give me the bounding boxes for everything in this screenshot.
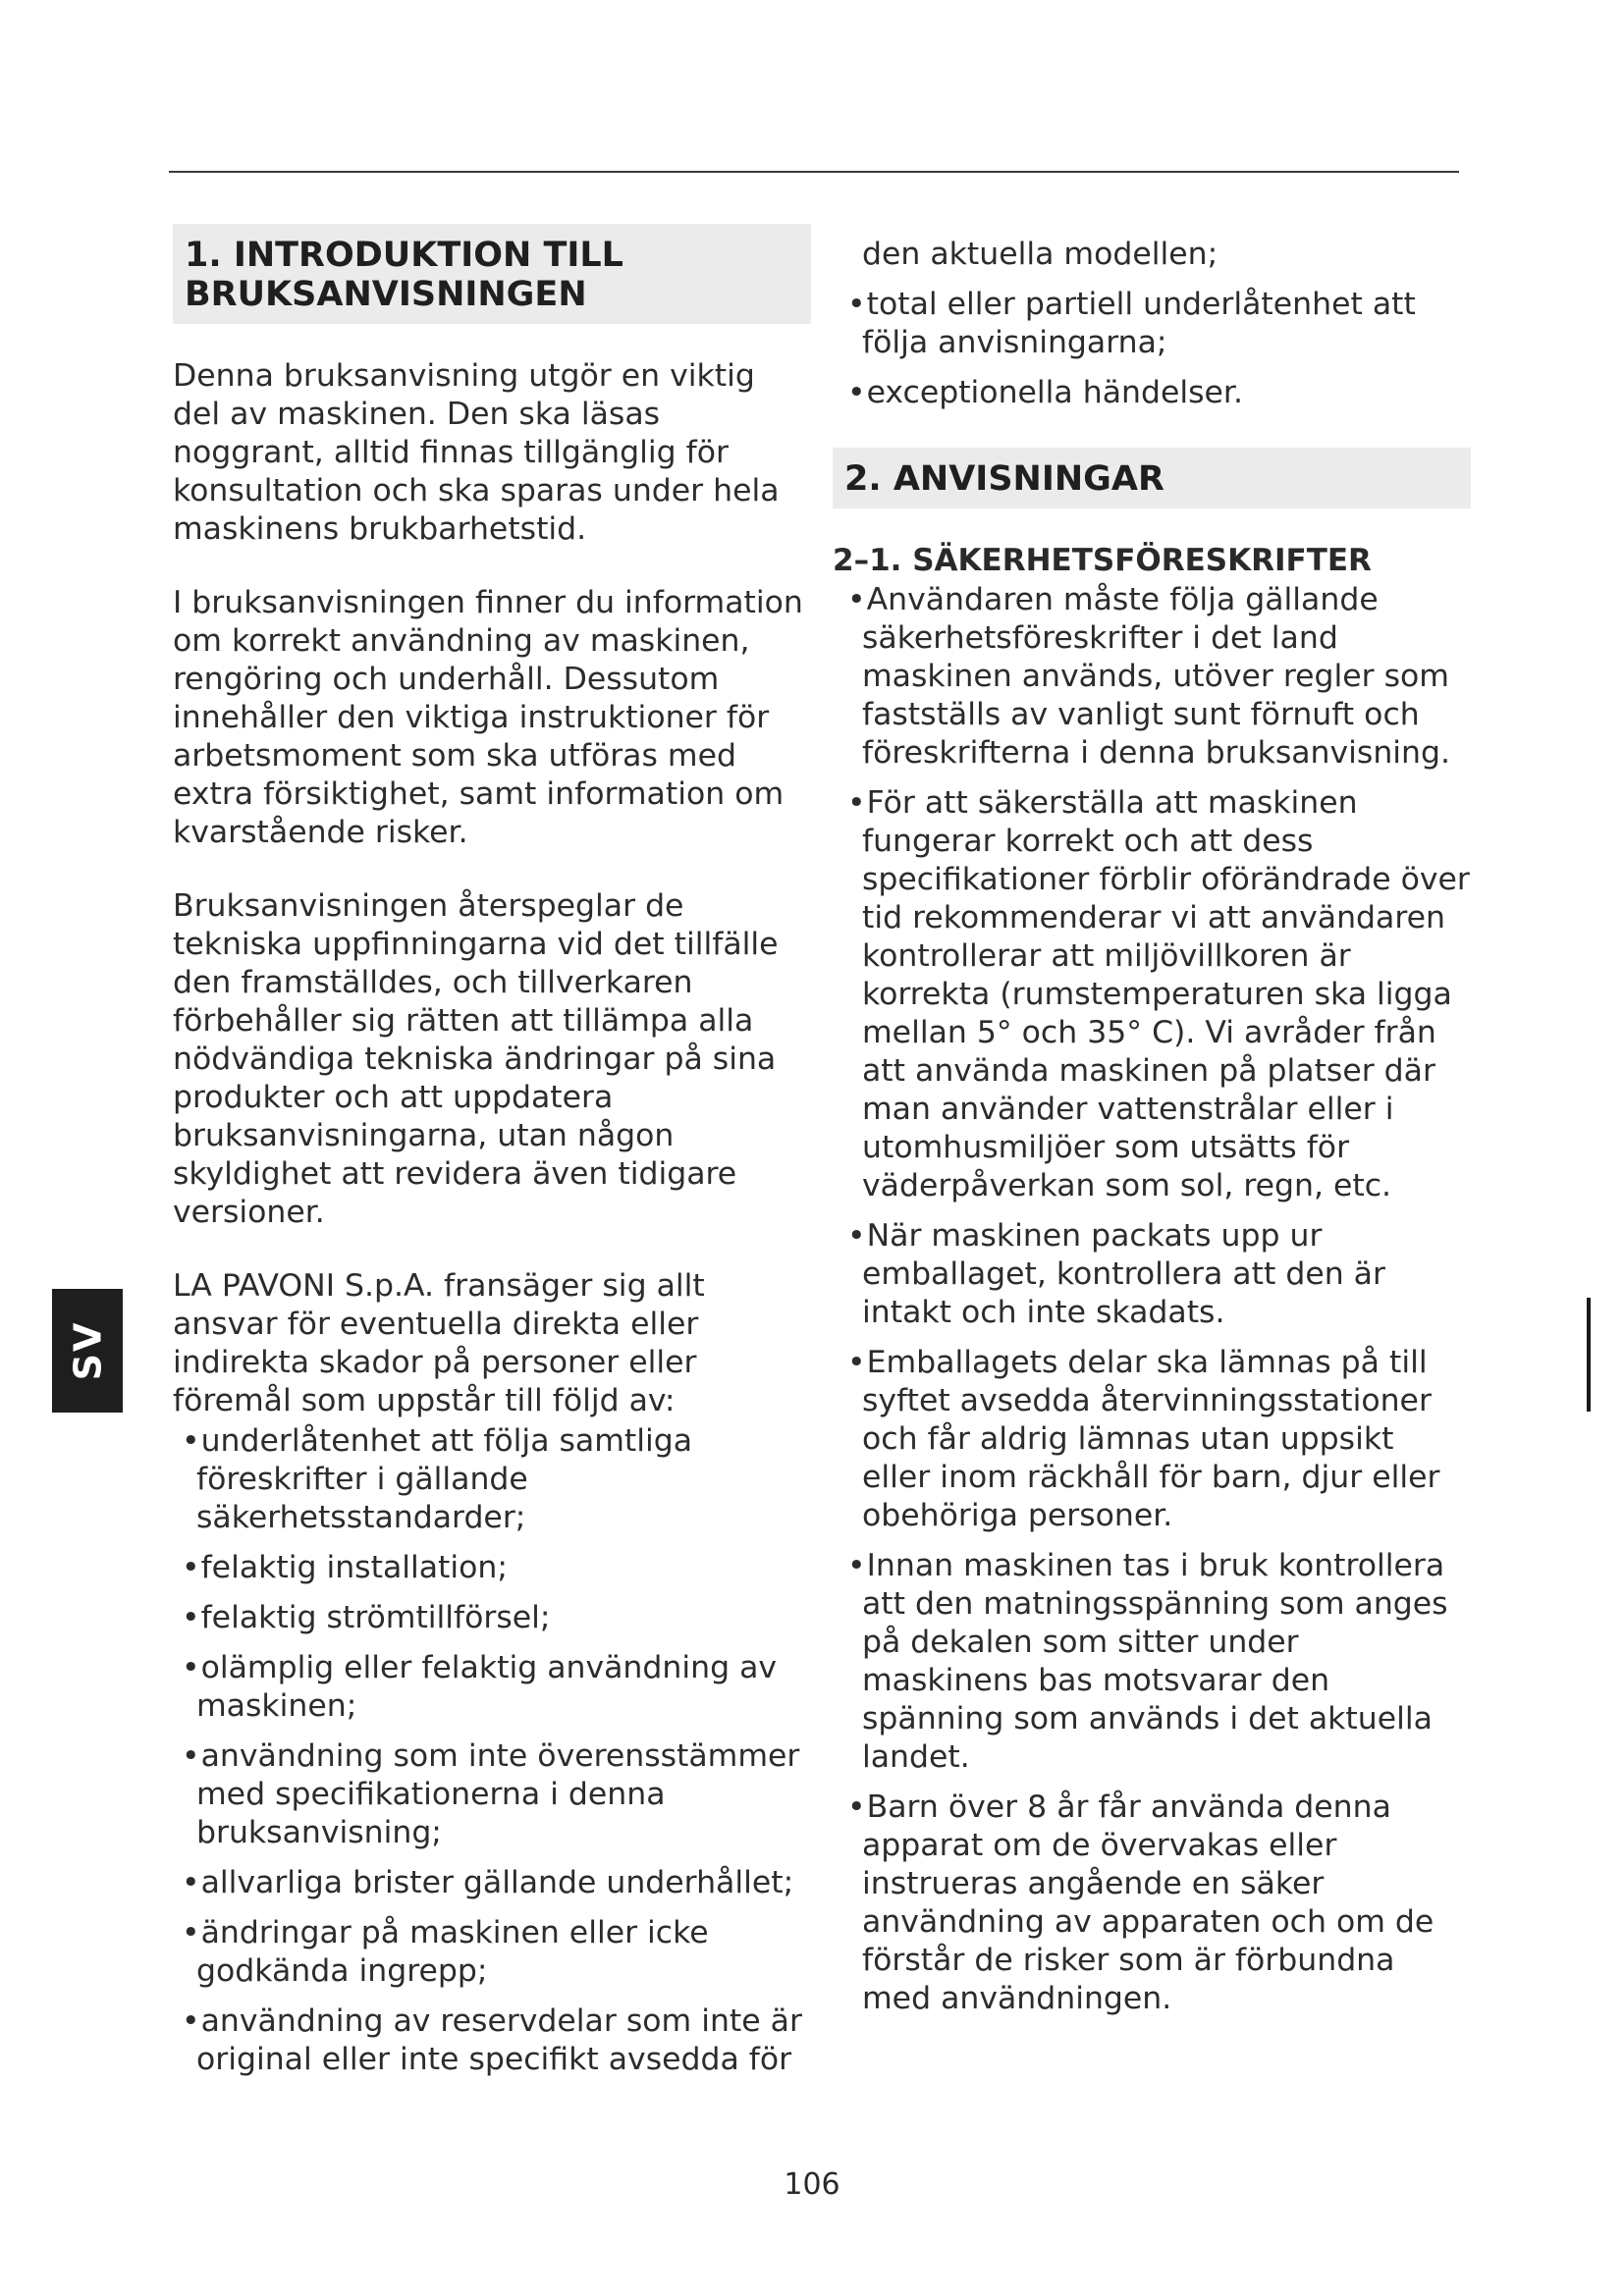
list-item: • Användaren måste följa gällande säkerhetsföreskrifter i det land maskinen används, utöver regler som fastställs av vanligt sunt förnuft och föreskrifterna i denna bruksanvisning. (842, 581, 1471, 773)
left-column (173, 224, 811, 2091)
margin-marker (1587, 1298, 1591, 1412)
list-item: • När maskinen packats upp ur emballaget, kontrollera att den är intakt och inte skadats. (842, 1217, 1471, 1332)
list-item: • exceptionella händelser. (842, 374, 1471, 412)
list-item: • allvarliga brister gällande underhållet; (173, 1864, 811, 1902)
language-tab (52, 1289, 123, 1413)
list-item: • felaktig strömtillförsel; (173, 1599, 811, 1637)
list-item: • användning som inte överensstämmer med specifikationerna i denna bruksanvisning; (173, 1737, 811, 1852)
list-item: • För att säkerställa att maskinen fungerar korrekt och att dess specifikationer förblir oförändrade över tid rekommenderar vi att användaren kontrollerar att miljövillkoren är korrekta (rumstemperaturen ska ligga mellan 5° och 35° C). Vi avråder från att använda maskinen på platser där man använder vattenstrålar eller i utomhusmiljöer som utsätts för väderpåverkan som sol, regn, etc. (842, 784, 1471, 1205)
list-item: • total eller partiell underlåtenhet att följa anvisningarna; (842, 286, 1471, 362)
page-number: 106 (784, 2167, 840, 2202)
list-item: • Emballagets delar ska lämnas på till syftet avsedda återvinningsstationer och får aldrig lämnas utan uppsikt eller inom räckhåll för barn, djur eller obehöriga personer. (842, 1344, 1471, 1535)
list-item: • Innan maskinen tas i bruk kontrollera att den matningsspänning som anges på dekalen som sitter under maskinens bas motsvarar den spänning som används i det aktuella landet. (842, 1547, 1471, 1777)
intro-paragraph-1: Denna bruksanvisning utgör en viktig del av maskinen. Den ska läsas noggrant, alltid finnas tillgänglig för konsultation och ska sparas under hela maskinens brukbarhetstid. (173, 358, 780, 547)
list-item: • användning av reservdelar som inte är original eller inte specifikt avsedda för (173, 2002, 811, 2079)
subsection-heading: 2–1. SÄKERHETSFÖRESKRIFTER (833, 543, 1372, 578)
liability-list-continued (842, 286, 1471, 412)
list-item: • felaktig installation; (173, 1549, 811, 1587)
section1-heading: 1. INTRODUKTION TILL BRUKSANVISNINGEN (173, 224, 811, 324)
language-label: SV (66, 1320, 109, 1381)
continuation-text: den aktuella modellen; (862, 237, 1218, 272)
liability-list (173, 1422, 811, 2079)
safety-list (842, 581, 1471, 2018)
list-item: • underlåtenhet att följa samtliga föreskrifter i gällande säkerhetsstandarder; (173, 1422, 811, 1537)
list-item: • olämplig eller felaktig användning av maskinen; (173, 1649, 811, 1726)
right-column (833, 236, 1471, 2030)
liability-paragraph: LA PAVONI S.p.A. fransäger sig allt ansvar för eventuella direkta eller indirekta skador på personer eller föremål som uppstår till följd av: (173, 1268, 705, 1418)
section2-heading: 2. ANVISNINGAR (833, 448, 1471, 508)
header-rule (169, 171, 1459, 173)
list-item: • ändringar på maskinen eller icke godkända ingrepp; (173, 1914, 811, 1991)
list-item: • Barn över 8 år får använda denna apparat om de övervakas eller instrueras angående en säker användning av apparaten och om de förstår de risker som är förbundna med användningen. (842, 1789, 1471, 2018)
intro-paragraph-2: I bruksanvisningen finner du information om korrekt användning av maskinen, rengöring och underhåll. Dessutom innehåller den viktiga instruktioner för arbetsmoment som ska utföras med extra försiktighet, samt information om kvarstående risker. (173, 585, 803, 850)
intro-paragraph-3: Bruksanvisningen återspeglar de tekniska uppfinningarna vid det tillfälle den framställdes, och tillverkaren förbehåller sig rätten att tillämpa alla nödvändiga tekniska ändringar på sina produkter och att uppdatera bruksanvisningarna, utan någon skyldighet att revidera även tidigare versioner. (173, 888, 779, 1230)
